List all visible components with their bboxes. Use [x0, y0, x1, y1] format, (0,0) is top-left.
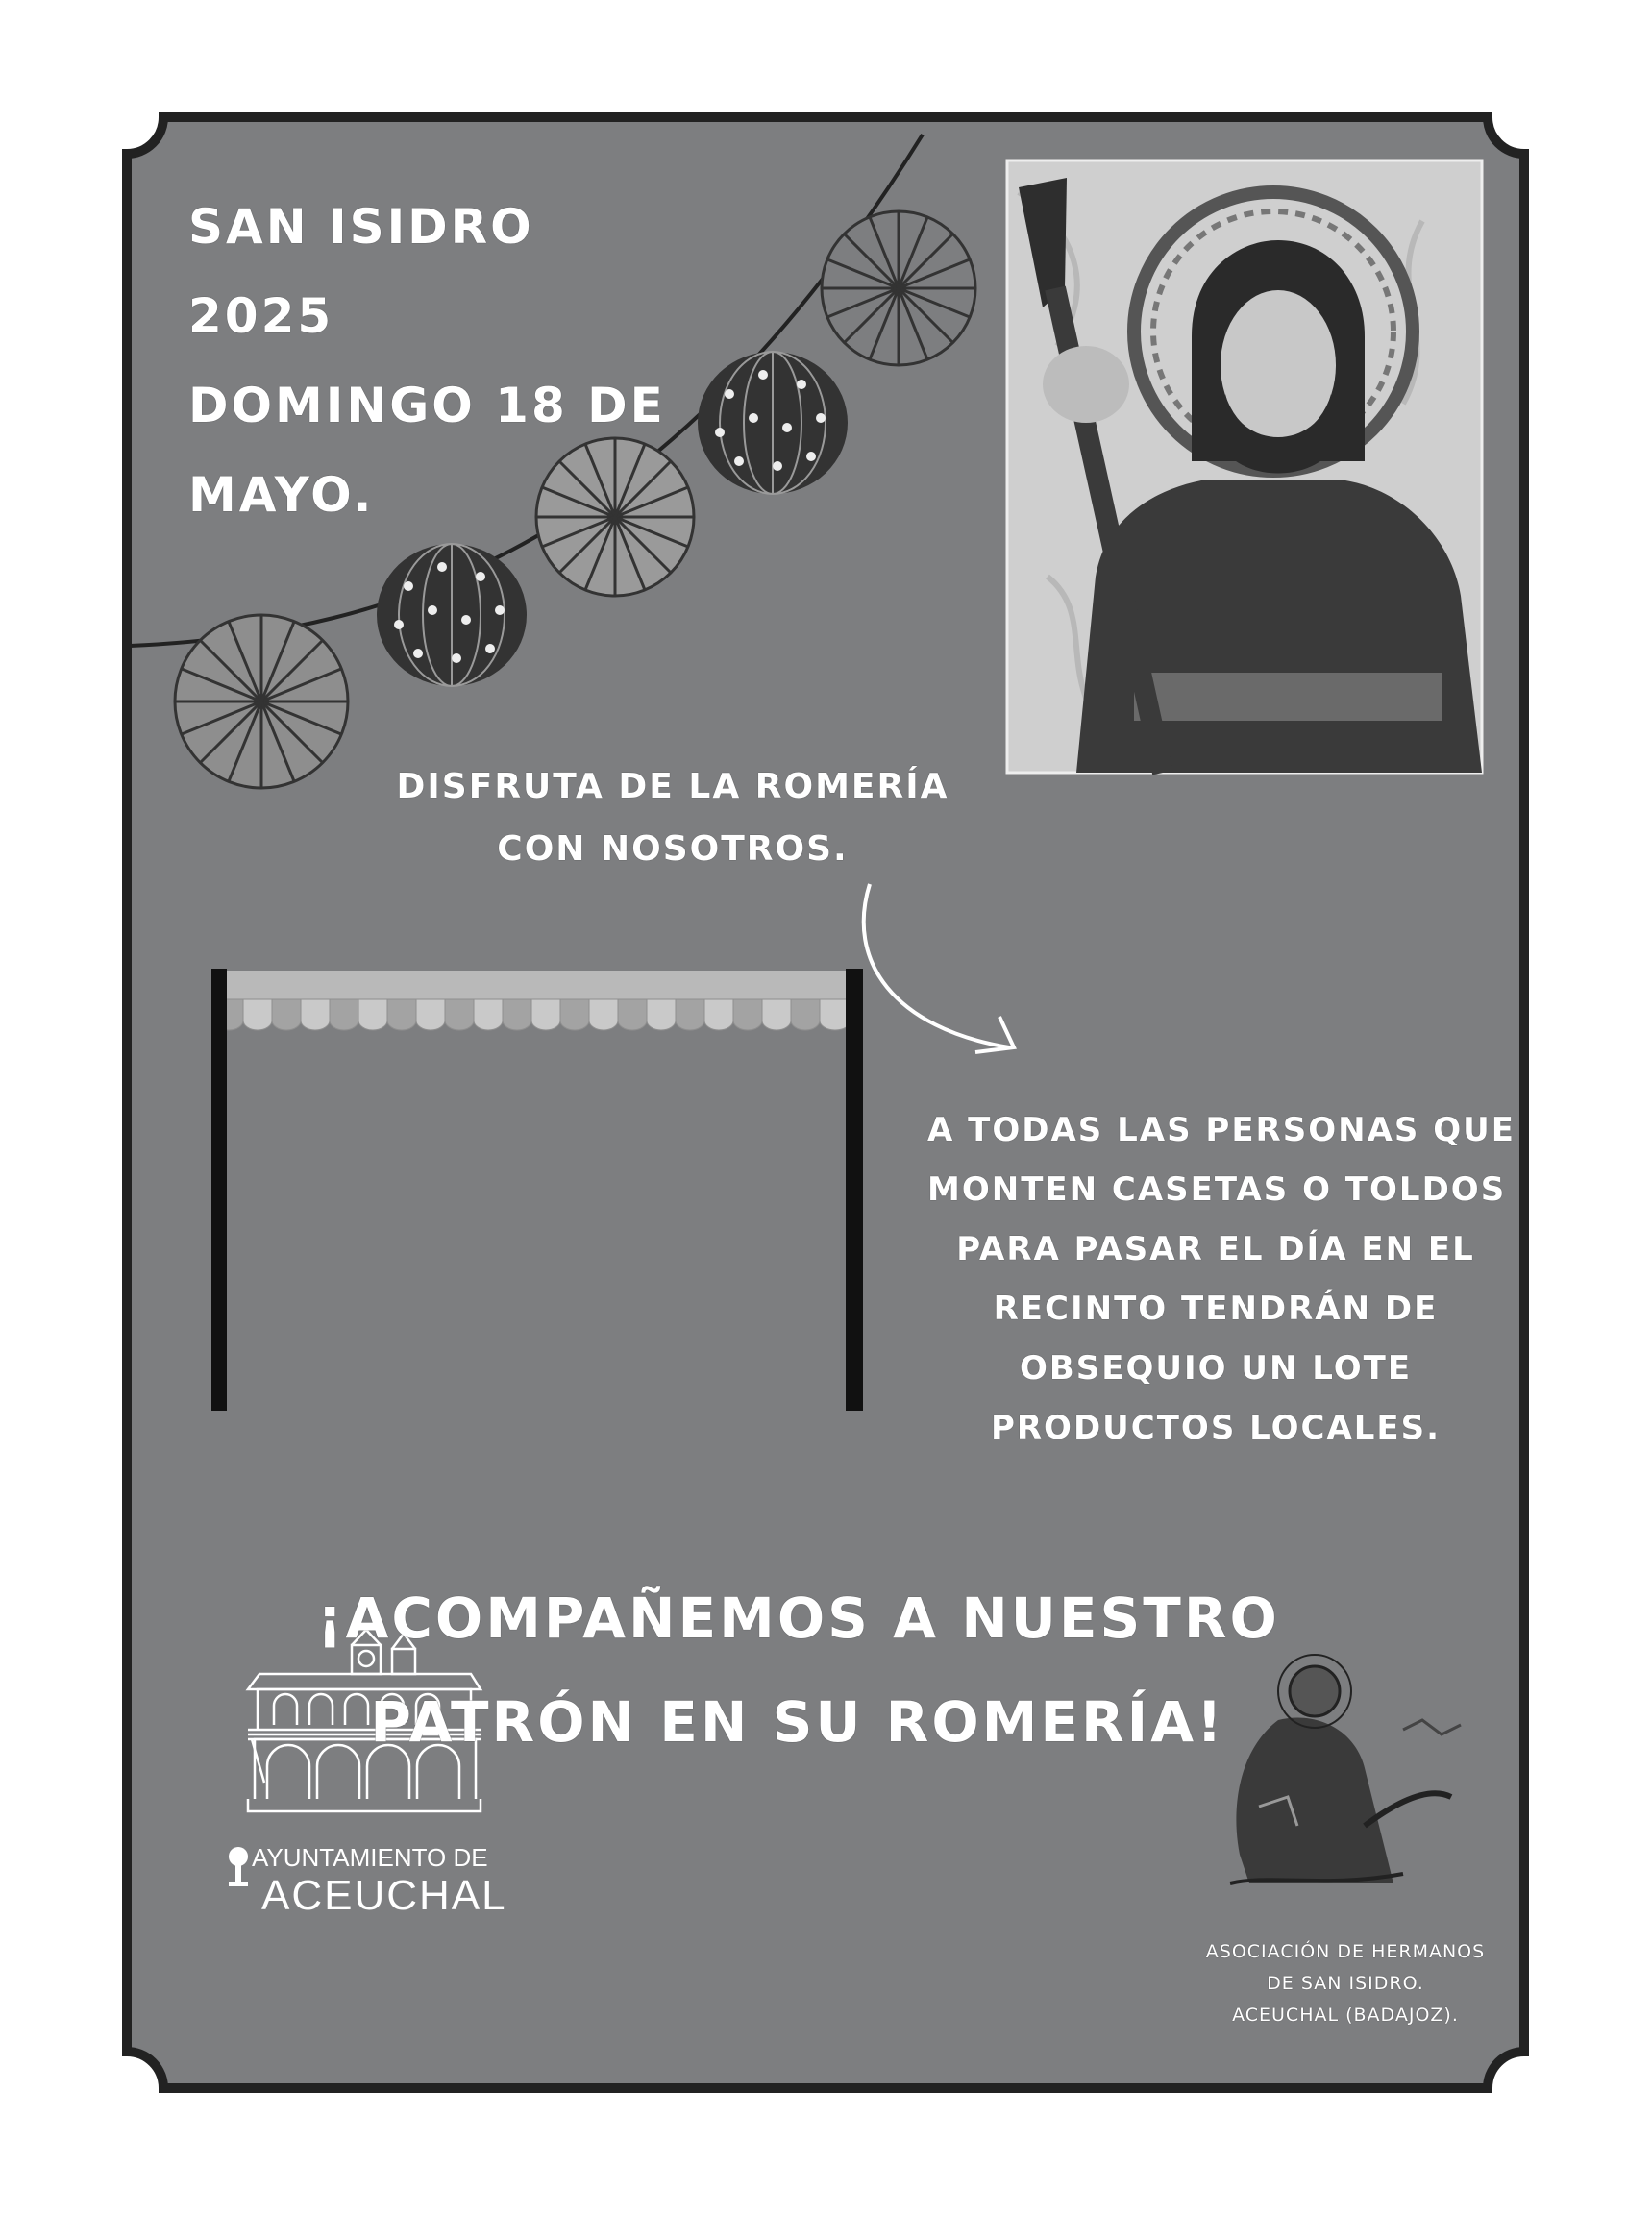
stall-info-text: [927, 1100, 1516, 1458]
info-line: MONTEN CASETAS O TOLDOS: [927, 1170, 1507, 1209]
invitation-line: CON NOSOTROS.: [497, 829, 849, 869]
info-line: OBSEQUIO UN LOTE: [1019, 1349, 1413, 1388]
association-line: ASOCIACIÓN DE HERMANOS: [1205, 1941, 1486, 1962]
slogan-line: ¡ACOMPAÑEMOS A NUESTRO: [317, 1586, 1280, 1651]
info-line: PARA PASAR EL DÍA EN EL: [956, 1230, 1475, 1268]
title-line: 2025: [188, 288, 334, 344]
paper-fan-right: [822, 211, 975, 365]
ayuntamiento-name: ACEUCHAL: [261, 1872, 507, 1919]
info-line: PRODUCTOS LOCALES.: [990, 1409, 1442, 1447]
title-line: SAN ISIDRO: [188, 199, 534, 255]
paper-lantern-right: [698, 352, 848, 494]
title-line: DOMINGO 18 DE: [188, 378, 666, 433]
title-line: MAYO.: [188, 467, 375, 523]
paper-lantern-left: [377, 544, 527, 686]
slogan-text: [317, 1566, 1278, 1774]
invitation-line: DISFRUTA DE LA ROMERÍA: [396, 767, 949, 806]
info-line: A TODAS LAS PERSONAS QUE: [927, 1111, 1516, 1149]
event-title: [188, 183, 688, 540]
association-line: ACEUCHAL (BADAJOZ).: [1232, 2005, 1459, 2026]
ayuntamiento-label: AYUNTAMIENTO DE: [252, 1843, 488, 1872]
invitation-text: [365, 755, 980, 880]
association-line: DE SAN ISIDRO.: [1267, 1973, 1424, 1994]
saint-photo: [1007, 160, 1482, 773]
slogan-line: PATRÓN EN SU ROMERÍA!: [370, 1689, 1225, 1755]
paper-fan-left: [175, 615, 348, 788]
info-line: RECINTO TENDRÁN DE: [993, 1290, 1439, 1328]
association-caption: [1153, 1936, 1538, 2031]
